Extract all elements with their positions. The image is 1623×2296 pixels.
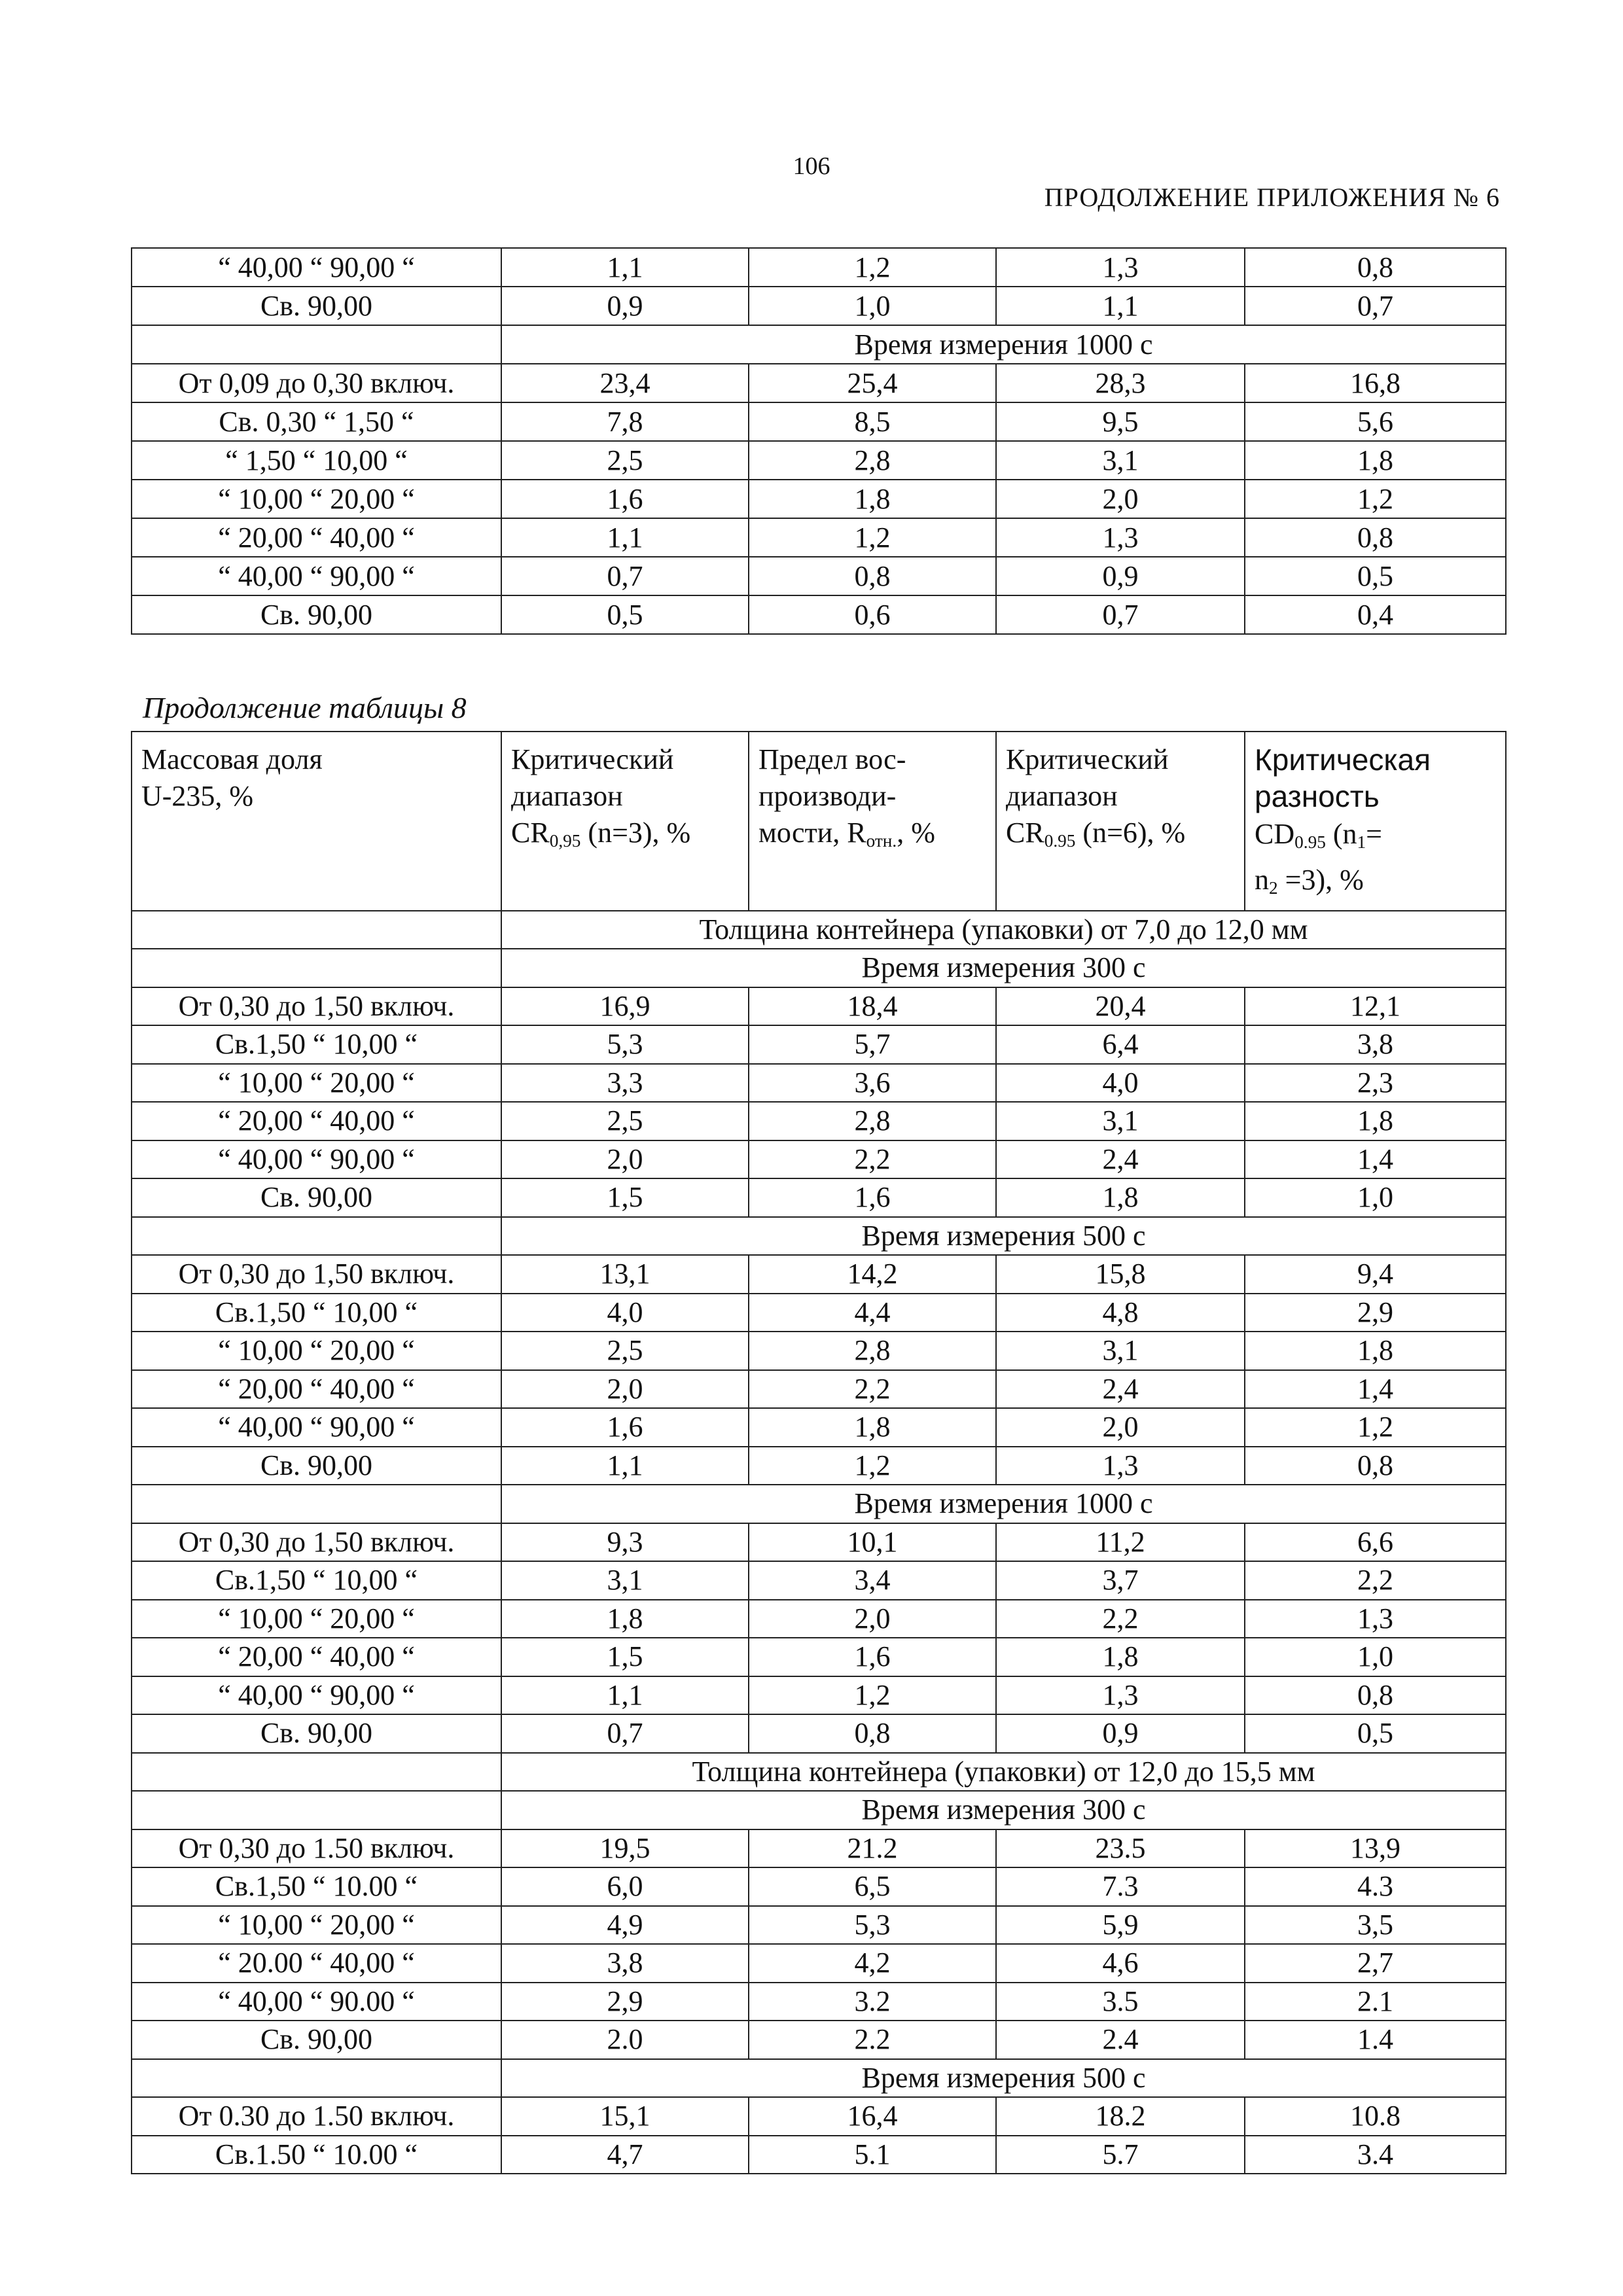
row-label-cell: “ 20,00 “ 40,00 “	[132, 518, 501, 557]
value-cell: 2,8	[749, 1102, 996, 1140]
header-c5-line4-prefix: n	[1255, 863, 1269, 896]
row-label-cell: “ 10,00 “ 20,00 “	[132, 480, 501, 518]
row-label-cell: “ 40,00 “ 90.00 “	[132, 1983, 501, 2021]
table-row	[132, 1294, 1506, 1332]
value-cell: 23.5	[996, 1829, 1245, 1868]
value-cell: 1,8	[1245, 1102, 1506, 1140]
row-label-cell: “ 20.00 “ 40,00 “	[132, 1944, 501, 1983]
value-cell: 16,9	[501, 987, 749, 1026]
table-row	[132, 1829, 1506, 1868]
row-label-cell: Св. 90,00	[132, 287, 501, 325]
header-c5-sub2: 1	[1357, 832, 1366, 852]
section-empty-cell	[132, 325, 501, 364]
value-cell: 0,4	[1245, 595, 1506, 634]
section-empty-cell	[132, 1791, 501, 1829]
value-cell: 1,1	[996, 287, 1245, 325]
table-row	[132, 557, 1506, 595]
value-cell: 4,9	[501, 1906, 749, 1945]
row-label-cell: “ 40,00 “ 90,00 “	[132, 1676, 501, 1715]
header-c5-sub: 0.95	[1294, 832, 1326, 852]
section-row	[132, 1791, 1506, 1829]
row-label-cell: Св. 90,00	[132, 595, 501, 634]
value-cell: 13,1	[501, 1255, 749, 1294]
header-c5-line2: разность	[1255, 779, 1380, 813]
section-label: Толщина контейнера (упаковки) от 7,0 до 12,0 мм	[501, 911, 1506, 949]
value-cell: 6,4	[996, 1025, 1245, 1064]
value-cell: 2,0	[996, 480, 1245, 518]
row-label-cell: “ 1,50 “ 10,00 “	[132, 441, 501, 480]
value-cell: 1,8	[749, 1408, 996, 1447]
value-cell: 2,8	[749, 1332, 996, 1370]
value-cell: 2.1	[1245, 1983, 1506, 2021]
header-c3-suffix: , %	[897, 817, 935, 849]
table-row	[132, 1867, 1506, 1906]
section-label: Время измерения 1000 с	[501, 325, 1506, 364]
header-mass-fraction	[132, 732, 501, 911]
header-c3-sub: отн.	[866, 830, 897, 851]
value-cell: 5,7	[749, 1025, 996, 1064]
value-cell: 1.4	[1245, 2021, 1506, 2059]
value-cell: 4.3	[1245, 1867, 1506, 1906]
value-cell: 3,8	[1245, 1025, 1506, 1064]
row-label-cell: Св.1.50 “ 10.00 “	[132, 2136, 501, 2174]
value-cell: 5,9	[996, 1906, 1245, 1945]
value-cell: 2,0	[749, 1600, 996, 1638]
value-cell: 19,5	[501, 1829, 749, 1868]
value-cell: 0,7	[501, 1714, 749, 1753]
header-c1-line1: Массовая доля	[141, 743, 323, 775]
value-cell: 2,0	[996, 1408, 1245, 1447]
header-c5-suffix: =	[1366, 818, 1382, 850]
value-cell: 2,0	[501, 1370, 749, 1409]
value-cell: 1,4	[1245, 1140, 1506, 1179]
value-cell: 25,4	[749, 364, 996, 402]
table-row	[132, 248, 1506, 287]
section-empty-cell	[132, 949, 501, 987]
value-cell: 1,3	[996, 1447, 1245, 1485]
section-empty-cell	[132, 911, 501, 949]
header-c2-line1: Критический	[511, 743, 674, 775]
value-cell: 1,8	[996, 1178, 1245, 1217]
row-label-cell: “ 10,00 “ 20,00 “	[132, 1332, 501, 1370]
value-cell: 8,5	[749, 402, 996, 441]
section-empty-cell	[132, 1217, 501, 1256]
value-cell: 0,8	[1245, 248, 1506, 287]
top-table	[131, 247, 1507, 635]
table-row	[132, 518, 1506, 557]
page-number: 106	[793, 152, 830, 180]
main-table	[131, 731, 1507, 2174]
table-row	[132, 1906, 1506, 1945]
value-cell: 14,2	[749, 1255, 996, 1294]
row-label-cell: Св. 0,30 “ 1,50 “	[132, 402, 501, 441]
value-cell: 3,1	[996, 1332, 1245, 1370]
value-cell: 16,4	[749, 2097, 996, 2136]
value-cell: 0,8	[1245, 1676, 1506, 1715]
value-cell: 28,3	[996, 364, 1245, 402]
table-row	[132, 1140, 1506, 1179]
header-c1-line2: U-235, %	[141, 780, 254, 812]
value-cell: 1,0	[749, 287, 996, 325]
header-critical-range-n6	[996, 732, 1245, 911]
value-cell: 1,8	[1245, 441, 1506, 480]
value-cell: 2,5	[501, 1102, 749, 1140]
section-row	[132, 1485, 1506, 1523]
table-row	[132, 1102, 1506, 1140]
value-cell: 1,2	[749, 248, 996, 287]
table-row	[132, 1983, 1506, 2021]
row-label-cell: “ 40,00 “ 90,00 “	[132, 1140, 501, 1179]
table-row	[132, 1370, 1506, 1409]
value-cell: 4,8	[996, 1294, 1245, 1332]
value-cell: 15,1	[501, 2097, 749, 2136]
table-row	[132, 1600, 1506, 1638]
row-label-cell: “ 40,00 “ 90,00 “	[132, 1408, 501, 1447]
section-label: Толщина контейнера (упаковки) от 12,0 до 15,5 мм	[501, 1753, 1506, 1792]
row-label-cell: “ 20,00 “ 40,00 “	[132, 1102, 501, 1140]
table-row	[132, 1025, 1506, 1064]
value-cell: 4,0	[501, 1294, 749, 1332]
value-cell: 2,9	[501, 1983, 749, 2021]
value-cell: 2,9	[1245, 1294, 1506, 1332]
value-cell: 2,0	[501, 1140, 749, 1179]
table-row	[132, 1064, 1506, 1103]
value-cell: 2,2	[996, 1600, 1245, 1638]
value-cell: 12,1	[1245, 987, 1506, 1026]
value-cell: 9,4	[1245, 1255, 1506, 1294]
section-label: Время измерения 300 с	[501, 1791, 1506, 1829]
value-cell: 3,3	[501, 1064, 749, 1103]
section-empty-cell	[132, 2059, 501, 2098]
value-cell: 1,8	[749, 480, 996, 518]
value-cell: 23,4	[501, 364, 749, 402]
table-row	[132, 987, 1506, 1026]
value-cell: 2,4	[996, 1140, 1245, 1179]
value-cell: 0,5	[1245, 557, 1506, 595]
value-cell: 1,8	[996, 1638, 1245, 1676]
value-cell: 2.0	[501, 2021, 749, 2059]
value-cell: 2.4	[996, 2021, 1245, 2059]
row-label-cell: “ 40,00 “ 90,00 “	[132, 248, 501, 287]
value-cell: 2,7	[1245, 1944, 1506, 1983]
appendix-title: ПРОДОЛЖЕНИЕ ПРИЛОЖЕНИЯ № 6	[1044, 183, 1500, 212]
value-cell: 5.1	[749, 2136, 996, 2174]
value-cell: 0,7	[1245, 287, 1506, 325]
row-label-cell: От 0,30 до 1,50 включ.	[132, 1523, 501, 1562]
row-label-cell: Св.1,50 “ 10,00 “	[132, 1294, 501, 1332]
table-row	[132, 1714, 1506, 1753]
value-cell: 1,1	[501, 518, 749, 557]
value-cell: 1,2	[749, 518, 996, 557]
value-cell: 3.4	[1245, 2136, 1506, 2174]
value-cell: 5,6	[1245, 402, 1506, 441]
header-row	[132, 732, 1506, 911]
value-cell: 0,7	[996, 595, 1245, 634]
header-c4-prefix: CR	[1006, 817, 1044, 849]
table-row	[132, 1408, 1506, 1447]
value-cell: 1,3	[996, 1676, 1245, 1715]
table-row	[132, 1523, 1506, 1562]
header-c5-mid: (n	[1325, 818, 1357, 850]
value-cell: 0,6	[749, 595, 996, 634]
value-cell: 2,4	[996, 1370, 1245, 1409]
value-cell: 7.3	[996, 1867, 1245, 1906]
section-row	[132, 949, 1506, 987]
row-label-cell: От 0,30 до 1,50 включ.	[132, 987, 501, 1026]
header-critical-difference	[1245, 732, 1506, 911]
value-cell: 5,3	[501, 1025, 749, 1064]
section-row	[132, 1217, 1506, 1256]
value-cell: 18,4	[749, 987, 996, 1026]
value-cell: 3,5	[1245, 1906, 1506, 1945]
value-cell: 6,6	[1245, 1523, 1506, 1562]
header-reproducibility-limit	[749, 732, 996, 911]
value-cell: 1,3	[996, 518, 1245, 557]
value-cell: 3,1	[501, 1561, 749, 1600]
value-cell: 1,6	[501, 480, 749, 518]
header-c2-suffix: (n=3), %	[580, 817, 691, 849]
table-row	[132, 2021, 1506, 2059]
table-row	[132, 1561, 1506, 1600]
value-cell: 2,2	[1245, 1561, 1506, 1600]
value-cell: 0,8	[749, 557, 996, 595]
value-cell: 10.8	[1245, 2097, 1506, 2136]
table-row	[132, 1332, 1506, 1370]
value-cell: 3,6	[749, 1064, 996, 1103]
table-row	[132, 1638, 1506, 1676]
value-cell: 15,8	[996, 1255, 1245, 1294]
value-cell: 2,2	[749, 1370, 996, 1409]
value-cell: 1,5	[501, 1638, 749, 1676]
header-c3-line1: Предел вос-	[758, 743, 906, 775]
value-cell: 4,6	[996, 1944, 1245, 1983]
value-cell: 3.5	[996, 1983, 1245, 2021]
table-row	[132, 287, 1506, 325]
row-label-cell: Св.1,50 “ 10,00 “	[132, 1025, 501, 1064]
header-c5-line1: Критическая	[1255, 743, 1431, 777]
row-label-cell: “ 20,00 “ 40,00 “	[132, 1638, 501, 1676]
header-c2-prefix: CR	[511, 817, 550, 849]
table-row	[132, 2136, 1506, 2174]
value-cell: 1,2	[1245, 1408, 1506, 1447]
value-cell: 4,0	[996, 1064, 1245, 1103]
value-cell: 1,4	[1245, 1370, 1506, 1409]
value-cell: 5,3	[749, 1906, 996, 1945]
section-label: Время измерения 500 с	[501, 2059, 1506, 2098]
value-cell: 0,9	[501, 287, 749, 325]
row-label-cell: Св.1,50 “ 10,00 “	[132, 1561, 501, 1600]
value-cell: 16,8	[1245, 364, 1506, 402]
header-c3-prefix: мости, R	[758, 817, 866, 849]
value-cell: 9,5	[996, 402, 1245, 441]
value-cell: 11,2	[996, 1523, 1245, 1562]
header-c4-sub: 0.95	[1044, 830, 1076, 851]
row-label-cell: “ 20,00 “ 40,00 “	[132, 1370, 501, 1409]
value-cell: 2.2	[749, 2021, 996, 2059]
table-row	[132, 402, 1506, 441]
value-cell: 0,9	[996, 1714, 1245, 1753]
header-c3-line2: производи-	[758, 780, 897, 812]
value-cell: 1,3	[996, 248, 1245, 287]
header-c5-line4-sub: 2	[1269, 877, 1278, 898]
value-cell: 1,8	[501, 1600, 749, 1638]
value-cell: 0,8	[1245, 1447, 1506, 1485]
value-cell: 2,8	[749, 441, 996, 480]
row-label-cell: “ 40,00 “ 90,00 “	[132, 557, 501, 595]
value-cell: 1,6	[749, 1638, 996, 1676]
value-cell: 1,8	[1245, 1332, 1506, 1370]
section-label: Время измерения 1000 с	[501, 1485, 1506, 1523]
table-row	[132, 364, 1506, 402]
value-cell: 3,1	[996, 1102, 1245, 1140]
table-row	[132, 1447, 1506, 1485]
row-label-cell: От 0.30 до 1.50 включ.	[132, 2097, 501, 2136]
row-label-cell: “ 10,00 “ 20,00 “	[132, 1906, 501, 1945]
header-c5-prefix: CD	[1255, 818, 1295, 850]
row-label-cell: Св. 90,00	[132, 1178, 501, 1217]
section-empty-cell	[132, 1485, 501, 1523]
value-cell: 2,2	[749, 1140, 996, 1179]
table-row	[132, 1944, 1506, 1983]
section-row	[132, 2059, 1506, 2098]
row-label-cell: “ 10,00 “ 20,00 “	[132, 1064, 501, 1103]
value-cell: 1,6	[749, 1178, 996, 1217]
header-c2-line2: диапазон	[511, 780, 623, 812]
row-label-cell: От 0,30 до 1,50 включ.	[132, 1255, 501, 1294]
value-cell: 1,1	[501, 1447, 749, 1485]
value-cell: 1,1	[501, 248, 749, 287]
section-row	[132, 325, 1506, 364]
value-cell: 2,5	[501, 441, 749, 480]
table-row	[132, 2097, 1506, 2136]
table-row	[132, 1255, 1506, 1294]
section-row	[132, 911, 1506, 949]
value-cell: 3,1	[996, 441, 1245, 480]
value-cell: 0,8	[749, 1714, 996, 1753]
value-cell: 1,2	[749, 1447, 996, 1485]
value-cell: 1,0	[1245, 1638, 1506, 1676]
value-cell: 18.2	[996, 2097, 1245, 2136]
row-label-cell: Св. 90,00	[132, 2021, 501, 2059]
value-cell: 1,2	[749, 1676, 996, 1715]
header-c5-line4-suffix: =3), %	[1277, 863, 1364, 896]
value-cell: 1,2	[1245, 480, 1506, 518]
value-cell: 6,5	[749, 1867, 996, 1906]
value-cell: 3,7	[996, 1561, 1245, 1600]
value-cell: 4,2	[749, 1944, 996, 1983]
value-cell: 1,1	[501, 1676, 749, 1715]
value-cell: 0,5	[501, 595, 749, 634]
value-cell: 1,0	[1245, 1178, 1506, 1217]
value-cell: 1,3	[1245, 1600, 1506, 1638]
value-cell: 0,5	[1245, 1714, 1506, 1753]
value-cell: 13,9	[1245, 1829, 1506, 1868]
row-label-cell: “ 10,00 “ 20,00 “	[132, 1600, 501, 1638]
table-row	[132, 595, 1506, 634]
row-label-cell: От 0,30 до 1.50 включ.	[132, 1829, 501, 1868]
value-cell: 3,8	[501, 1944, 749, 1983]
value-cell: 5.7	[996, 2136, 1245, 2174]
value-cell: 0,8	[1245, 518, 1506, 557]
value-cell: 0,7	[501, 557, 749, 595]
value-cell: 0,9	[996, 557, 1245, 595]
header-c4-suffix: (n=6), %	[1075, 817, 1186, 849]
value-cell: 1,6	[501, 1408, 749, 1447]
row-label-cell: Св. 90,00	[132, 1447, 501, 1485]
header-c4-line1: Критический	[1006, 743, 1169, 775]
value-cell: 7,8	[501, 402, 749, 441]
section-label: Время измерения 300 с	[501, 949, 1506, 987]
table-row	[132, 441, 1506, 480]
value-cell: 9,3	[501, 1523, 749, 1562]
header-c2-sub: 0,95	[549, 830, 581, 851]
row-label-cell: Св. 90,00	[132, 1714, 501, 1753]
table-row	[132, 1676, 1506, 1715]
value-cell: 3,4	[749, 1561, 996, 1600]
header-critical-range-n3	[501, 732, 749, 911]
value-cell: 1,5	[501, 1178, 749, 1217]
header-c4-line2: диапазон	[1006, 780, 1118, 812]
table-caption: Продолжение таблицы 8	[143, 691, 467, 724]
table-row	[132, 480, 1506, 518]
section-empty-cell	[132, 1753, 501, 1792]
value-cell: 20,4	[996, 987, 1245, 1026]
value-cell: 2,3	[1245, 1064, 1506, 1103]
value-cell: 4,4	[749, 1294, 996, 1332]
row-label-cell: От 0,09 до 0,30 включ.	[132, 364, 501, 402]
value-cell: 6,0	[501, 1867, 749, 1906]
section-row	[132, 1753, 1506, 1792]
row-label-cell: Св.1,50 “ 10.00 “	[132, 1867, 501, 1906]
value-cell: 10,1	[749, 1523, 996, 1562]
value-cell: 3.2	[749, 1983, 996, 2021]
section-label: Время измерения 500 с	[501, 1217, 1506, 1256]
value-cell: 2,5	[501, 1332, 749, 1370]
table-row	[132, 1178, 1506, 1217]
value-cell: 4,7	[501, 2136, 749, 2174]
value-cell: 21.2	[749, 1829, 996, 1868]
